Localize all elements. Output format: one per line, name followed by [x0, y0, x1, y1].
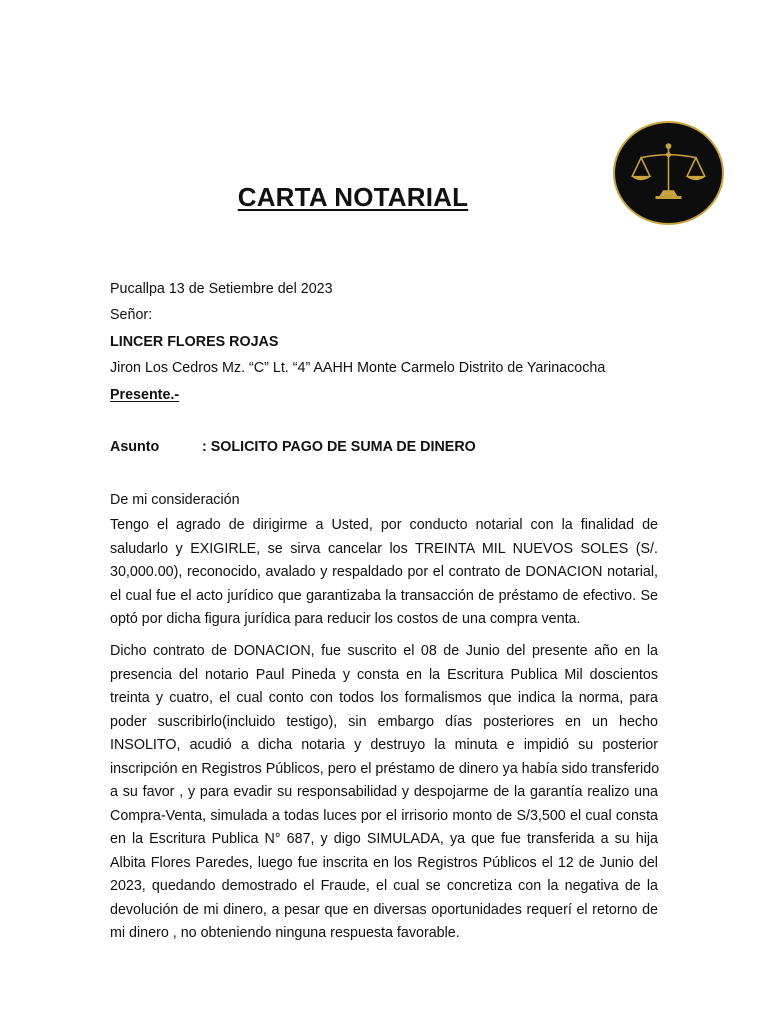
paragraph-2-line: mi dinero , no obteniendo ninguna respuesta favorable.	[110, 925, 460, 941]
paragraph-1-line: 30,000.00), reconocido, avalado y respaldado por el contrato de DONACION notarial,	[110, 564, 658, 580]
paragraph-2-line: poder suscribirlo(incluido testigo), sin embargo días posteriores en un hecho	[110, 713, 658, 730]
paragraph-2-line: devolución de mi dinero, a pesar que en diversas oportunidades requerí el retorno de	[110, 901, 658, 918]
paragraph-1-line: Tengo el agrado de dirigirme a Usted, por conducto notarial con la finalidad de	[110, 517, 658, 533]
presente-label: Presente.-	[110, 387, 180, 403]
place-and-date: Pucallpa 13 de Setiembre del 2023	[110, 281, 333, 297]
paragraph-2-line: Albita Flores Paredes, luego fue inscrita en los Registros Públicos el 12 de Junio del	[110, 854, 658, 871]
subject-label: Asunto	[110, 439, 160, 455]
paragraph-1	[110, 514, 658, 632]
paragraph-2-line: 2023, quedando demostrado el Fraude, el cual se concretiza con la negativa de la	[110, 878, 658, 894]
paragraph-2-line: inscripción en Registros Públicos, pero el préstamo de dinero ya había sido transferido	[110, 760, 660, 777]
paragraph-2-line: en la Escritura Publica N° 687, y digo SIMULADA, ya que fue transferida a su hija	[110, 831, 658, 847]
paragraph-2-line: Compra-Venta, simulada a todas luces por el irrisorio monto de S/3,500 el cual consta	[110, 807, 658, 824]
paragraph-2-line: Dicho contrato de DONACION, fue suscrito el 08 de Junio del presente año en la	[110, 643, 658, 659]
paragraph-2-line: INSOLITO, acudió a dicha notaria y destruyo la minuta e impidió su posterior	[110, 737, 658, 753]
greeting: De mi consideración	[110, 492, 240, 508]
paragraph-1-line: optó por dicha figura jurídica para reducir los costos de una compra venta.	[110, 611, 581, 627]
subject-value: : SOLICITO PAGO DE SUMA DE DINERO	[202, 439, 476, 455]
paragraph-2-line: presencia del notario Paul Pineda y consta en la Escritura Publica Mil doscientos	[110, 666, 658, 683]
salutation: Señor:	[110, 307, 153, 323]
paragraph-2-line: treinta y cuatro, el cual conto con todos los formalismos que indica la norma, para	[110, 690, 658, 706]
subject-line	[110, 438, 476, 456]
paragraph-2	[110, 640, 658, 946]
paragraph-1-line: saludarlo y EXIGIRLE, se sirva cancelar los TREINTA MIL NUEVOS SOLES (S/.	[110, 540, 658, 557]
recipient-name: LINCER FLORES ROJAS	[110, 334, 279, 350]
paragraph-2-line: a su favor , y para evadir su responsabilidad y despojarme de la garantía realizo una	[110, 784, 658, 800]
paragraph-1-line: el cual fue el acto jurídico que garantizaba la transacción de préstamo de efectivo. Se	[110, 587, 658, 604]
document-title: CARTA NOTARIAL	[237, 182, 469, 212]
recipient-address: Jiron Los Cedros Mz. “C” Lt. “4” AAHH Monte Carmelo Distrito de Yarinacocha	[110, 360, 606, 376]
